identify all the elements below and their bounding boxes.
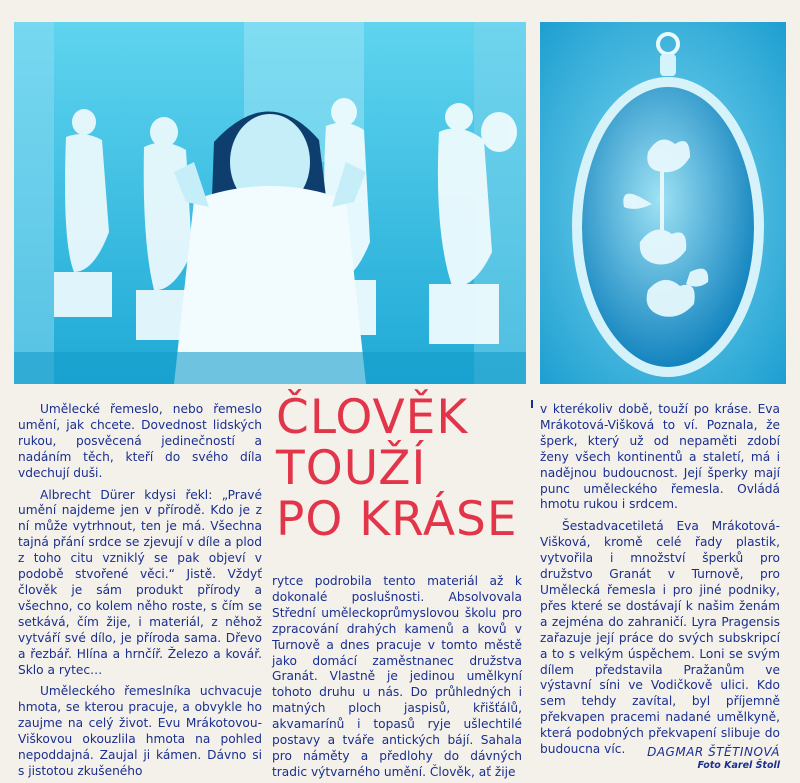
photo-credit: Foto Karel Štoll: [697, 760, 780, 771]
photo-artist-with-sculptures: [14, 22, 526, 384]
byline: [540, 745, 780, 773]
paragraph: Umělecké řemeslo, nebo řemeslo umění, jak chcete. Dovednost lidských rukou, posvěcená jedinečností a nadáním těch, kteří do svého díla vdechují duši.: [18, 402, 262, 480]
paragraph: Uměleckého řemeslníka uchvacuje hmota, se kterou pracuje, a obvykle ho zaujme na celý život. Evu Mrákotovou-Viškovou okouzlila hmota na pohled nepoddajná. Zaujal ji kámen. Dávno si s jistotou zkušeného: [18, 684, 262, 778]
column-divider-mark: [531, 400, 533, 408]
artist-photo-illustration: [14, 22, 526, 384]
headline: [276, 392, 518, 545]
pendant-photo-illustration: [540, 22, 786, 384]
headline-line-1: ČLOVĚK: [276, 390, 469, 445]
paragraph: rytce podrobila tento materiál až k dokonalé poslušnosti. Absolvovala Střední uměleckoprůmyslovou školu pro zpracování drahých kamenů a kovů v Turnově a dnes pracuje v tomto městě jako domácí zaměstnanec družstva Granát. Vlastně je jedinou umělkyní tohoto druhu u nás. Do průhledných i matných ploch jaspisů, křišťálů, akvamarínů i topasů ryje ušlechtilé postavy a tváře antických bájí. Sahala pro náměty a předlohy do dávných tradic výtvarného umění. Člověk, ať žije: [272, 574, 522, 779]
author-name: DAGMAR ŠTĚTINOVÁ: [647, 745, 780, 759]
article-column-middle: [272, 574, 522, 781]
article-column-left: [18, 402, 262, 780]
paragraph: Šestadvacetiletá Eva Mrákotová-Višková, kromě celé řady plastik, vytvořila i množství šperků pro družstvo Granát v Turnově, pro Umělecká řemesla i pro jiné podniky, přes které se dostávají k našim ženám a zejména do zahraničí. Lyra Pragensis zařazuje její práce do svých subskripcí a to s velkým úspěchem. Loni se svým dílem představila Pražanům ve výstavní síni ve Vodičkově ulici. Kdo sem tehdy zavítal, byl příjemně překvapen pracemi nadané umělkyně, která podobných překvapení slibuje do budoucna víc.: [540, 519, 780, 757]
headline-line-2: TOUŽÍ: [276, 441, 427, 496]
headline-line-3: PO KRÁSE: [276, 492, 518, 547]
article-column-right: [540, 402, 780, 758]
photo-engraved-pendant: [540, 22, 786, 384]
paragraph: v kterékoliv době, touží po kráse. Eva Mrákotová-Višková to ví. Poznala, že šperk, který už od nepaměti zdobí ženy všech kontinentů a staletí, má i nadějnou budoucnost. Její šperky mají punc uměleckého řemesla. Ovládá hmotu rukou i srdcem.: [540, 402, 780, 512]
paragraph: Albrecht Dürer kdysi řekl: „Pravé umění najdeme jen v přírodě. Kdo je z ní může vytrhnout, ten je má. Všechna tajná přání srdce se zjevují v díle a plod z toho citu vzniklý se pak objeví v podobě stvořené věci.“ Jistě. Vždyť člověk je sám produkt přírody a všechno, co kolem něho roste, s čím se setkává, čím žije, i materiál, z něhož vytváří své dílo, je příroda sama. Dřevo a řezbář. Hlína a hrnčíř. Železo a kovář. Sklo a rytec…: [18, 487, 262, 677]
